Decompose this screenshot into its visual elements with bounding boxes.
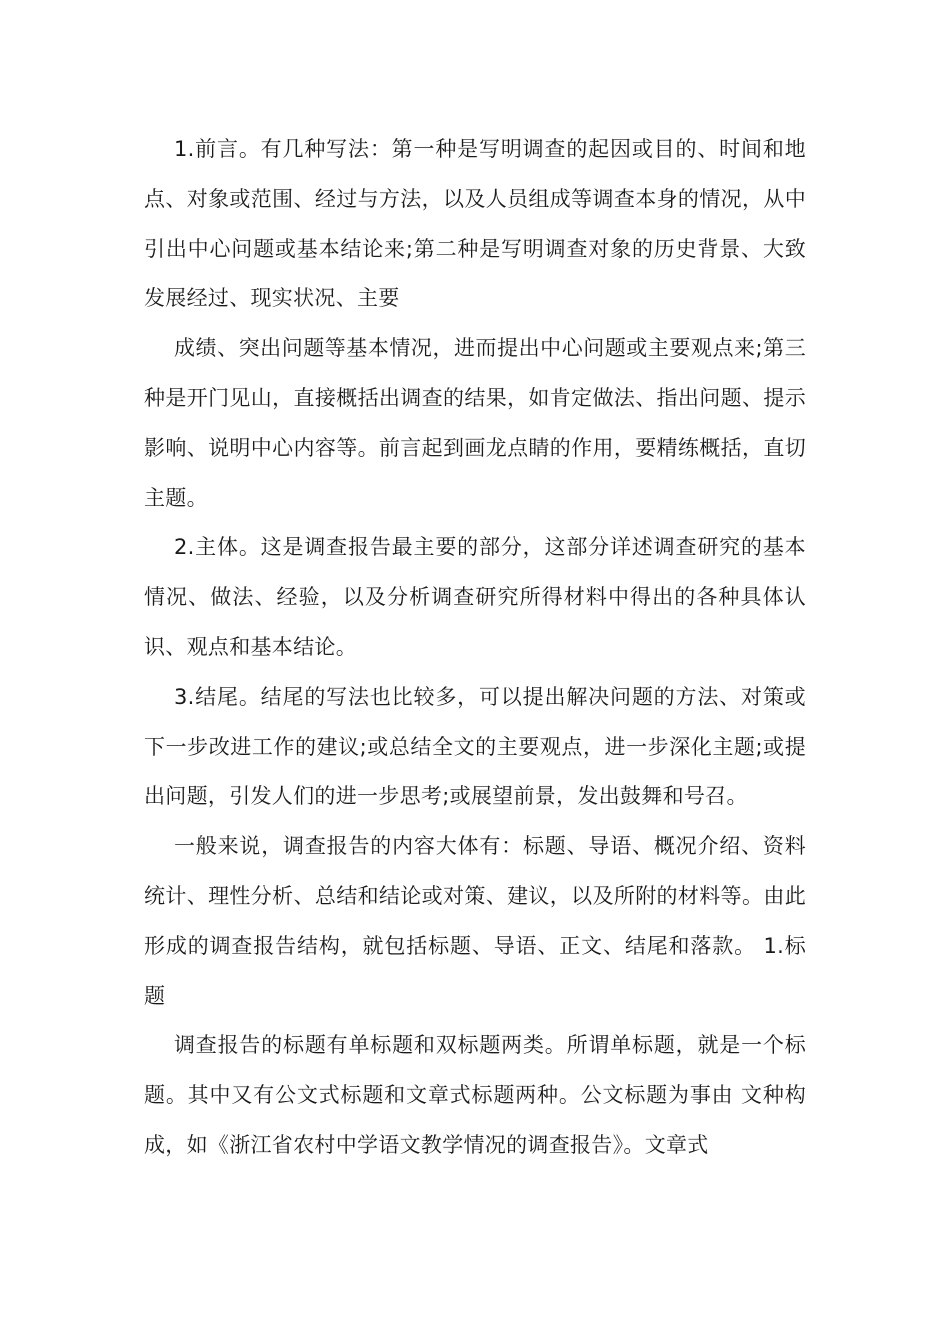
- paragraph-preface-continued: 成绩、突出问题等基本情况，进而提出中心问题或主要观点来;第三种是开门见山，直接概括出调查的结果，如肯定做法、指出问题、提示影响、说明中心内容等。前言起到画龙点睛的作用，要精练概括，直切主题。: [144, 336, 806, 510]
- paragraph-ending: 3.结尾。结尾的写法也比较多，可以提出解决问题的方法、对策或下一步改进工作的建议;或总结全文的主要观点，进一步深化主题;或提出问题，引发人们的进一步思考;或展望前景，发出鼓舞和号召。: [144, 684, 806, 809]
- document-body: [144, 125, 806, 1171]
- paragraph-preface-intro: 1.前言。有几种写法：第一种是写明调查的起因或目的、时间和地点、对象或范围、经过与方法，以及人员组成等调查本身的情况，从中引出中心问题或基本结论来;第二种是写明调查对象的历史背景、大致发展经过、现实状况、主要: [144, 137, 806, 311]
- paragraph-main-body: 2.主体。这是调查报告最主要的部分，这部分详述调查研究的基本情况、做法、经验，以及分析调查研究所得材料中得出的各种具体认识、观点和基本结论。: [144, 535, 806, 659]
- paragraph-report-structure: 一般来说，调查报告的内容大体有：标题、导语、概况介绍、资料统计、理性分析、总结和结论或对策、建议，以及所附的材料等。由此形成的调查报告结构，就包括标题、导语、正文、结尾和落款。 1.标题: [144, 834, 806, 1008]
- paragraph-title-types: 调查报告的标题有单标题和双标题两类。所谓单标题，就是一个标题。其中又有公文式标题和文章式标题两种。公文标题为事由 文种构成，如《浙江省农村中学语文教学情况的调查报告》。文章式: [144, 1033, 806, 1157]
